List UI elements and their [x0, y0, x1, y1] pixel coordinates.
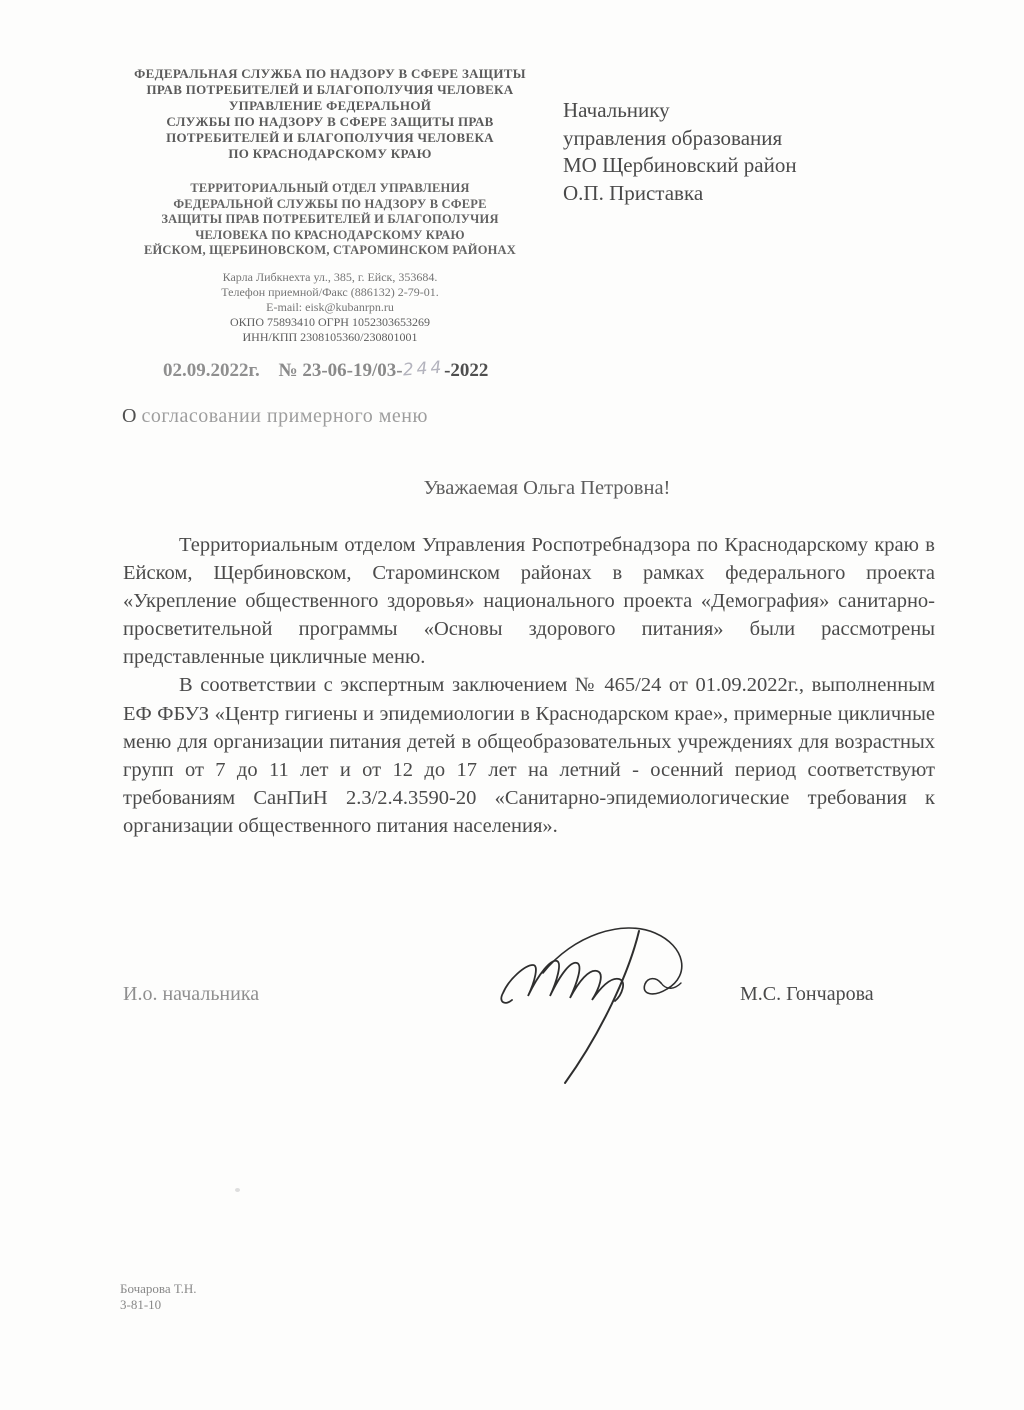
reference-line [163, 357, 489, 382]
letterhead-email-line: E-mail: eisk@kubanrpn.ru [266, 299, 394, 314]
letterhead-org-line: ПОТРЕБИТЕЛЕЙ И БЛАГОПОЛУЧИЯ ЧЕЛОВЕКА [166, 130, 494, 145]
letterhead-phone-line: Телефон приемной/Факс (886132) 2-79-01. [221, 284, 439, 299]
recipient-org: управления образования [563, 125, 783, 150]
letterhead-dept-line: ФЕДЕРАЛЬНОЙ СЛУЖБЫ ПО НАДЗОРУ В СФЕРЕ [173, 196, 487, 211]
body-paragraph-1: Территориальным отделом Управления Роспотребнадзора по Краснодарскому краю в Ейском, Щербиновском, Староминском районах в рамках федерального проекта «Укрепление общественного здоровья» национального проекта «Демография» санитарно-просветительной программы «Основы здорового питания» были рассмотрены представленные цикличные меню. [123, 534, 935, 669]
recipient-block [563, 97, 797, 207]
letterhead-contact-block [106, 270, 554, 345]
subject-lead: О [122, 405, 137, 427]
letter-body [123, 531, 935, 840]
scan-artifact [235, 1188, 240, 1192]
letter-date: 02.09.2022г. [163, 360, 260, 381]
letterhead-dept-line: ТЕРРИТОРИАЛЬНЫЙ ОТДЕЛ УПРАВЛЕНИЯ [190, 181, 470, 195]
salutation: Уважаемая Ольга Петровна! [423, 477, 671, 499]
letterhead-dept-line: ЧЕЛОВЕКА ПО КРАСНОДАРСКОМУ КРАЮ [195, 227, 465, 242]
executor-footer [120, 1281, 196, 1313]
executor-phone: 3-81-10 [120, 1297, 162, 1312]
letterhead-address-line: Карла Либкнехта ул., 385, г. Ейск, 353684. [222, 269, 438, 284]
letterhead-org-line: ПРАВ ПОТРЕБИТЕЛЕЙ И БЛАГОПОЛУЧИЯ ЧЕЛОВЕКА [146, 82, 514, 97]
signer-position: И.о. начальника [123, 983, 260, 1005]
subject-line [122, 405, 428, 428]
letter-number-prefix: № 23-06-19/03- [278, 360, 403, 381]
signer-name: М.С. Гончарова [740, 983, 874, 1005]
handwritten-signature [465, 903, 725, 1093]
letter-number-year: -2022 [444, 360, 489, 381]
recipient-district: МО Щербиновский район [563, 153, 797, 177]
subject-rest: согласовании примерного меню [141, 405, 428, 427]
letterhead-okpo-line: ОКПО 75893410 ОГРН 1052303653269 [230, 314, 430, 329]
executor-name: Бочарова Т.Н. [120, 1281, 197, 1296]
letterhead-inn-line: ИНН/КПП 2308105360/230801001 [242, 329, 418, 344]
letterhead-dept-line: ЕЙСКОМ, ЩЕРБИНОВСКОМ, СТАРОМИНСКОМ РАЙОНАХ [143, 243, 517, 257]
recipient-person: О.П. Приставка [563, 180, 704, 205]
letterhead-org-line: УПРАВЛЕНИЕ ФЕДЕРАЛЬНОЙ [228, 98, 432, 113]
letterhead [106, 66, 554, 345]
letterhead-org-line: ФЕДЕРАЛЬНАЯ СЛУЖБА ПО НАДЗОРУ В СФЕРЕ ЗАЩИТЫ [134, 66, 526, 81]
letterhead-dept-block [106, 181, 554, 259]
recipient-title: Начальнику [563, 98, 670, 122]
handwritten-number: 244 [401, 357, 445, 381]
letterhead-dept-line: ЗАЩИТЫ ПРАВ ПОТРЕБИТЕЛЕЙ И БЛАГОПОЛУЧИЯ [161, 212, 499, 226]
letterhead-org-line: ПО КРАСНОДАРСКОМУ КРАЮ [228, 146, 432, 161]
letterhead-org-block [106, 66, 554, 162]
letterhead-org-line: СЛУЖБЫ ПО НАДЗОРУ В СФЕРЕ ЗАЩИТЫ ПРАВ [166, 114, 494, 129]
body-paragraph-2: В соответствии с экспертным заключением № 465/24 от 01.09.2022г., выполненным ЕФ ФБУЗ «Центр гигиены и эпидемиологии в Краснодарском крае», примерные цикличные меню для организации питания детей в общеобразовательных учреждениях для возрастных групп от 7 до 11 лет и от 12 до 17 лет на летний - осенний период соответствуют требованиям СанПиН 2.3/2.4.3590-20 «Санитарно-эпидемиологические требования к организации общественного питания населения». [123, 674, 935, 837]
